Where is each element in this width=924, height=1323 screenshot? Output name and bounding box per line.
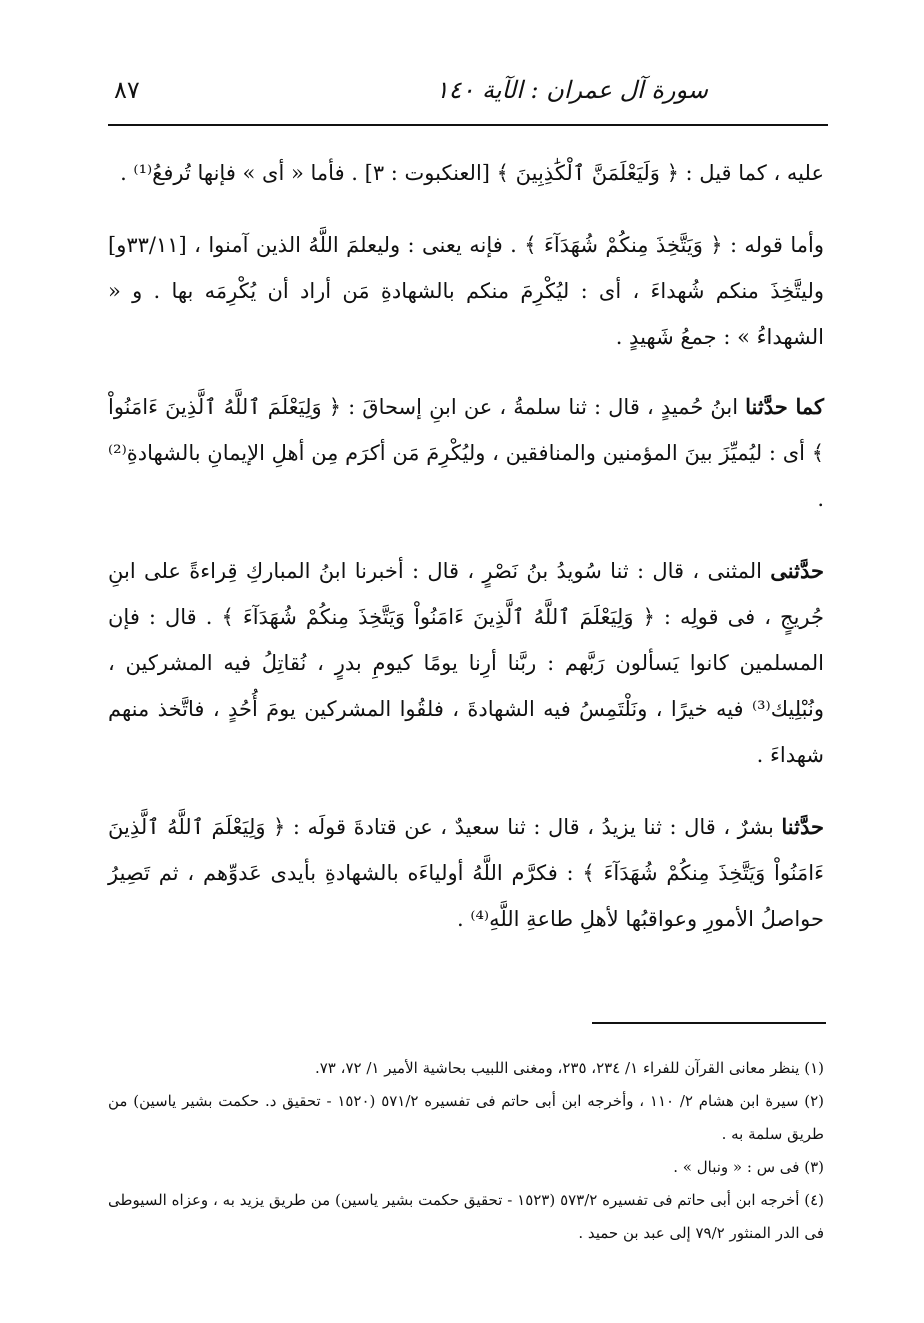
footnote-1: (١) ينظر معانى القرآن للفراء ١/ ٢٣٤، ٢٣٥، ومغنى اللبيب بحاشية الأمير ١/ ٧٢، ٧٣.: [314, 1059, 824, 1077]
main-text: [108, 150, 824, 968]
footnote-2: (٢) سيرة ابن هشام ٢/ ١١٠ ، وأخرجه ابن أبى حاتم فى تفسيره ٥٧١/٢ (١٥٢٠ - تحقيق د. حكمت بشير ياسين) من طريق سلمة به .: [108, 1092, 824, 1143]
paragraph-3: [108, 384, 824, 522]
paragraph-2: [108, 222, 824, 360]
paragraph-lead: حدَّثنا: [781, 814, 824, 839]
paragraph-lead: كما حدَّثنا: [745, 394, 825, 419]
paragraph-text: ابنُ حُميدٍ ، قال : ثنا سلمةُ ، عن ابنِ إسحاقَ : ﴿ وَلِيَعْلَمَ ٱللَّهُ ٱلَّذِينَ ءَامَنُواْ ﴾ أى : ليُميِّزَ بينَ المؤمنين والمنافقين ، وليُكْرِمَ مَن أكرَم مِن أهلِ الإيمانِ بالشهادةِ⁽²⁾ .: [108, 395, 824, 511]
footnote-4: (٤) أخرجه ابن أبى حاتم فى تفسيره ٥٧٣/٢ (١٥٢٣ - تحقيق حكمت بشير ياسين) من طريق يزيد به ، وعزاه السيوطى فى الدر المنثور ٧٩/٢ إلى عبد بن حميد .: [108, 1191, 825, 1242]
paragraph-text: وأما قوله : ﴿ وَيَتَّخِذَ مِنكُمْ شُهَدَآءَ ﴾ . فإنه يعنى : وليعلمَ اللَّهُ الذين آمنوا ، [٣٣/١١و] وليتَّخِذَ منكم شُهداءَ ، أى : ليُكْرِمَ منكم بالشهادةِ مَن أراد أن يُكْرِمَه بها . و « الشهداءُ » : جمعُ شَهيدٍ .: [108, 233, 824, 349]
paragraph-text: بشرٌ ، قال : ثنا يزيدُ ، قال : ثنا سعيدٌ ، عن قتادةَ قولَه : ﴿ وَلِيَعْلَمَ ٱللَّهُ ٱلَّذِينَ ءَامَنُواْ وَيَتَّخِذَ مِنكُمْ شُهَدَآءَ ﴾ : فكرَّم اللَّهُ أولياءَه بالشهادةِ بأيدى عَدوِّهم ، ثم تَصِيرُ حواصلُ الأمورِ وعواقبُها لأهلِ طاعةِ اللَّهِ⁽⁴⁾ .: [108, 815, 824, 931]
footnotes: [108, 1052, 824, 1250]
page-number: ٨٧: [114, 76, 140, 104]
paragraph-1: [108, 150, 824, 196]
page-header: [108, 70, 828, 120]
paragraph-4: [108, 548, 824, 778]
paragraph-text: المثنى ، قال : ثنا سُويدُ بنُ نَصْرٍ ، قال : أخبرنا ابنُ المباركِ قِراءةً على ابنِ جُريجٍ ، فى قولِه : ﴿ وَلِيَعْلَمَ ٱللَّهُ ٱلَّذِينَ ءَامَنُواْ وَيَتَّخِذَ مِنكُمْ شُهَدَآءَ ﴾ . قال : فإن المسلمين كانوا يَسألون رَبَّهم : ربَّنا أرِنا يومًا كيومِ بدرٍ ، نُقاتِلُ فيه المشركين ، ونُبْلِيك⁽³⁾ فيه خيرًا ، ونَلْتَمِسُ فيه الشهادةَ ، فلقُوا المشركين يومَ أُحُدٍ ، فاتَّخذ منهم شهداءَ .: [108, 559, 824, 767]
running-title: سورة آل عمران : الآية ١٤٠: [435, 76, 708, 104]
paragraph-lead: حدَّثنى: [770, 558, 824, 583]
paragraph-text: عليه ، كما قيل : ﴿ وَلَيَعْلَمَنَّ ٱلْكَٰذِبِينَ ﴾ [العنكبوت : ٣] . فأما « أى » فإنها تُرفعُ⁽¹⁾ .: [120, 161, 824, 185]
footnote-3: (٣) فى س : « ونبال » .: [673, 1158, 824, 1176]
header-divider: [108, 124, 828, 126]
paragraph-5: [108, 804, 824, 942]
footnote-divider: [592, 1022, 826, 1024]
